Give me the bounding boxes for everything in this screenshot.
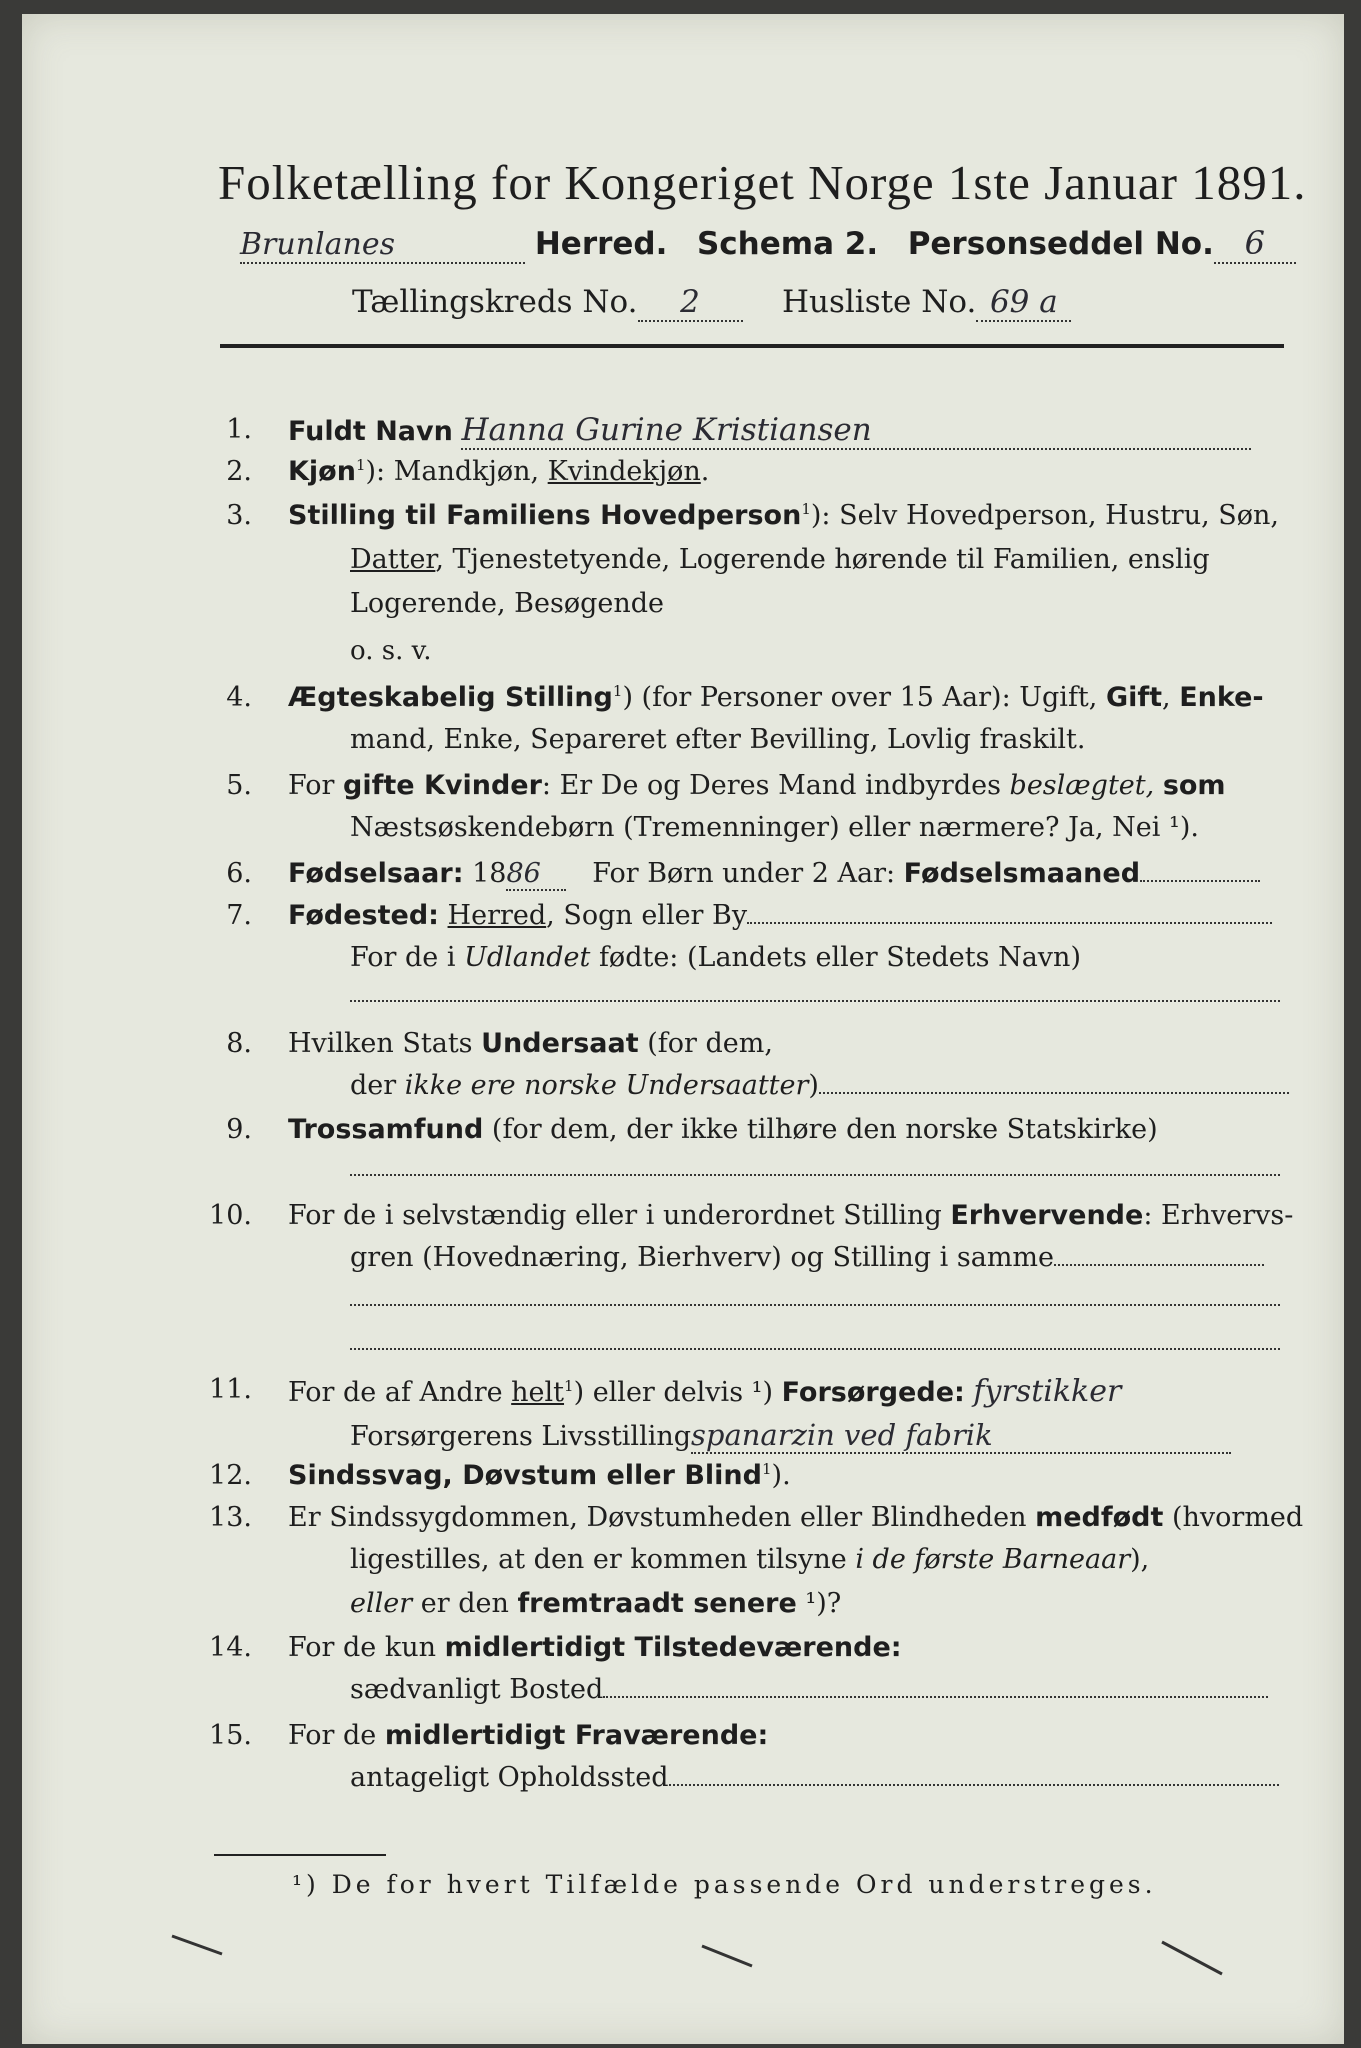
q5-som: som (1162, 770, 1226, 801)
q2-number: 2. (226, 456, 252, 487)
q2-kvindekjon: Kvindekjøn (547, 456, 701, 487)
q8-line2a: der (350, 1070, 405, 1101)
q11-line2 (350, 1418, 1231, 1454)
q7-label: Fødested: (288, 900, 439, 931)
q2-label: Kjøn (288, 456, 356, 487)
q13-number: 13. (209, 1502, 252, 1533)
q7-line2b: fødte: (Landets eller Stedets Navn) (590, 942, 1081, 973)
q3-line2-text: , Tjenestetyende, Logerende hørende til Familien, enslig (435, 544, 1210, 575)
q6-label: Fødselsaar: (288, 858, 464, 889)
q1-label: Fuldt Navn (288, 416, 453, 447)
q11-line1a: For de af Andre (288, 1377, 512, 1408)
q14-label: midlertidigt Tilstedeværende: (444, 1632, 902, 1663)
q5-label: gifte Kvinder (343, 770, 542, 801)
q12-number: 12. (209, 1460, 252, 1491)
q13-line3b: ¹)? (796, 1588, 842, 1619)
q11-value2: spanarzin ved fabrik (691, 1418, 1231, 1454)
personseddel-value: 6 (1214, 224, 1296, 264)
q4-enke: Enke- (1179, 682, 1264, 713)
herred-line (240, 224, 1296, 264)
q1-value: Hanna Gurine Kristiansen (461, 412, 1251, 450)
husliste-label: Husliste No. (781, 284, 977, 320)
q13-label: medfødt (1035, 1502, 1164, 1533)
q9-label: Trossamfund (288, 1114, 484, 1145)
q13-line1 (288, 1502, 1303, 1533)
q8-line2 (350, 1070, 1289, 1101)
q7-udlandet: Udlandet (464, 942, 591, 973)
kreds-label: Tællingskreds No. (352, 284, 638, 320)
q3-line2 (350, 544, 1210, 575)
q10-blank-line-2 (350, 1348, 1280, 1350)
q9-text: (for dem, der ikke tilhøre den norske Statskirke) (483, 1114, 1158, 1145)
schema-label: Schema 2. (696, 226, 879, 262)
q4-label: Ægteskabelig Stilling (288, 682, 613, 713)
q3-label: Stilling til Familiens Hovedperson (288, 500, 802, 531)
q10-line2 (350, 1242, 1264, 1273)
q7-text: , Sogn eller By (546, 900, 748, 931)
q7-line2 (350, 942, 1081, 973)
q4-text: ) (for Personer over 15 Aar): Ugift, (622, 682, 1106, 713)
q6-month-blank (1140, 880, 1260, 882)
q11-value: fyrstikker (973, 1374, 1122, 1409)
q11-helt: helt (511, 1377, 565, 1408)
q14-line2 (350, 1674, 1268, 1705)
q8-label: Undersaat (481, 1028, 639, 1059)
q7-herred: Herred (447, 900, 547, 931)
q8-blank (819, 1092, 1289, 1094)
q11-line1: For de af Andre helt$^1$) eller delvis ¹) Forsørgede: fyrstikker (288, 1374, 1122, 1409)
herred-value: Brunlanes (240, 227, 525, 264)
q13-line2b: ), (1130, 1544, 1150, 1575)
q2-footnote-mark: 1 (355, 456, 366, 474)
q15-line1a: For de (288, 1720, 385, 1751)
q5-line2: Næstsøskendebørn (Tremenninger) eller nærmere? Ja, Nei ¹). (350, 812, 1199, 843)
q15-line2-label: antageligt Opholdssted (350, 1762, 669, 1793)
q3-text: ): Selv Hovedperson, Hustru, Søn, (810, 500, 1279, 531)
q8-line1a: Hvilken Stats (288, 1028, 482, 1059)
q13-line2a: ligestilles, at den er kommen tilsyne (350, 1544, 856, 1575)
q7-line1 (288, 900, 1272, 931)
q6-birth-year (288, 858, 1260, 891)
q10-label: Erhvervende (950, 1200, 1144, 1231)
q6-label2: Fødselsmaaned (903, 858, 1141, 889)
q13-line3a: er den (412, 1588, 518, 1619)
q8-line1b: (for dem, (638, 1028, 773, 1059)
q10-line1 (288, 1200, 1293, 1231)
q3-number: 3. (226, 500, 252, 531)
q3-line1: Stilling til Familiens Hovedperson$^1$): Selv Hovedperson, Hustru, Søn, (288, 500, 1279, 531)
census-form-sheet (22, 14, 1344, 2044)
q7-number: 7. (226, 900, 252, 931)
kreds-line (352, 284, 1071, 322)
q9-line1 (288, 1114, 1158, 1145)
q13-label2: fremtraadt senere (517, 1588, 797, 1619)
q3-line3: Logerende, Besøgende (350, 588, 664, 619)
q12-line1: Sindssvag, Døvstum eller Blind$^1$). (288, 1460, 791, 1491)
q10-line1b: : Erhvervs- (1143, 1200, 1294, 1231)
q15-line1 (288, 1720, 768, 1751)
q13-line2 (350, 1544, 1149, 1575)
q13-line1b: (hvormed (1163, 1502, 1304, 1533)
stray-marks (162, 1924, 1262, 1984)
q4-line1: Ægteskabelig Stilling$^1$) (for Personer over 15 Aar): Ugift, Gift, Enke- (288, 682, 1264, 713)
q11-line1b: ) eller delvis ¹) (573, 1377, 782, 1408)
q1-number: 1. (226, 414, 252, 445)
q10-line1a: For de i selvstændig eller i underordnet Stilling (288, 1200, 951, 1231)
q2-text-a: ): Mandkjøn, (365, 456, 548, 487)
herred-label: Herred. (534, 226, 668, 262)
q10-number: 10. (209, 1200, 252, 1231)
q12-label: Sindssvag, Døvstum eller Blind (288, 1460, 762, 1491)
q5-number: 5. (226, 770, 252, 801)
q3-datter: Datter (350, 544, 436, 575)
q6-value: 86 (506, 858, 566, 891)
q6-prefix: 18 (472, 858, 507, 889)
q7-blank-line (350, 1000, 1280, 1002)
q15-line2 (350, 1762, 1279, 1793)
footnote: ¹) De for hvert Tilfælde passende Ord understreges. (292, 1870, 1157, 1899)
q5-beslaegtet: beslægtet, (1009, 770, 1155, 801)
q13-eller: eller (350, 1588, 413, 1619)
q13-line2-italic: i de første Barneaar (855, 1544, 1131, 1575)
personseddel-label: Personseddel No. (907, 226, 1214, 262)
q7-blank (747, 922, 1272, 924)
q14-blank (603, 1696, 1268, 1698)
header-divider (220, 344, 1284, 348)
q8-number: 8. (226, 1028, 252, 1059)
husliste-value: 69 a (976, 284, 1071, 322)
q5-for: For (288, 770, 335, 801)
q9-blank-line (350, 1174, 1280, 1176)
q10-blank-line-1 (350, 1304, 1280, 1306)
q7-line2a: For de i (350, 942, 465, 973)
q10-line2-text: gren (Hovednæring, Bierhverv) og Stilling i samme (350, 1242, 1055, 1273)
q9-number: 9. (226, 1114, 252, 1145)
q13-line3 (350, 1588, 841, 1619)
q11-line2-label: Forsørgerens Livsstilling (350, 1421, 692, 1452)
q14-line1a: For de kun (288, 1632, 445, 1663)
q11-label: Forsørgede: (781, 1377, 965, 1408)
q4-number: 4. (226, 682, 252, 713)
q13-line1a: Er Sindssygdommen, Døvstumheden eller Blindheden (288, 1502, 1036, 1533)
q6-text2: For Børn under 2 Aar: (592, 858, 896, 889)
q14-number: 14. (209, 1632, 252, 1663)
kreds-value: 2 (638, 284, 743, 322)
q2-text-c: . (700, 456, 710, 487)
q4-gift: Gift (1105, 682, 1163, 713)
q15-blank (669, 1784, 1279, 1786)
q15-label: midlertidigt Fraværende: (384, 1720, 769, 1751)
q5-line1 (288, 770, 1226, 801)
q2-sex (288, 456, 709, 487)
footnote-rule (214, 1854, 386, 1856)
q14-line2-label: sædvanligt Bosted (350, 1674, 604, 1705)
q11-number: 11. (209, 1374, 252, 1405)
q5-text: : Er De og Deres Mand indbyrdes (541, 770, 1010, 801)
q8-line1 (288, 1028, 773, 1059)
q15-number: 15. (209, 1720, 252, 1751)
q8-line2-italic: ikke ere norske Undersaatter (404, 1070, 809, 1101)
q6-number: 6. (226, 858, 252, 889)
q4-line2: mand, Enke, Separeret efter Bevilling, Lovlig fraskilt. (350, 724, 1086, 755)
q14-line1 (288, 1632, 902, 1663)
q1-full-name (288, 412, 1251, 450)
q12-tail: ). (771, 1460, 791, 1491)
q8-line2b: ) (808, 1070, 819, 1101)
q10-blank (1054, 1264, 1264, 1266)
form-title: Folketælling for Kongeriget Norge 1ste Januar 1891. (218, 155, 1307, 210)
q3-line4: o. s. v. (350, 636, 432, 666)
